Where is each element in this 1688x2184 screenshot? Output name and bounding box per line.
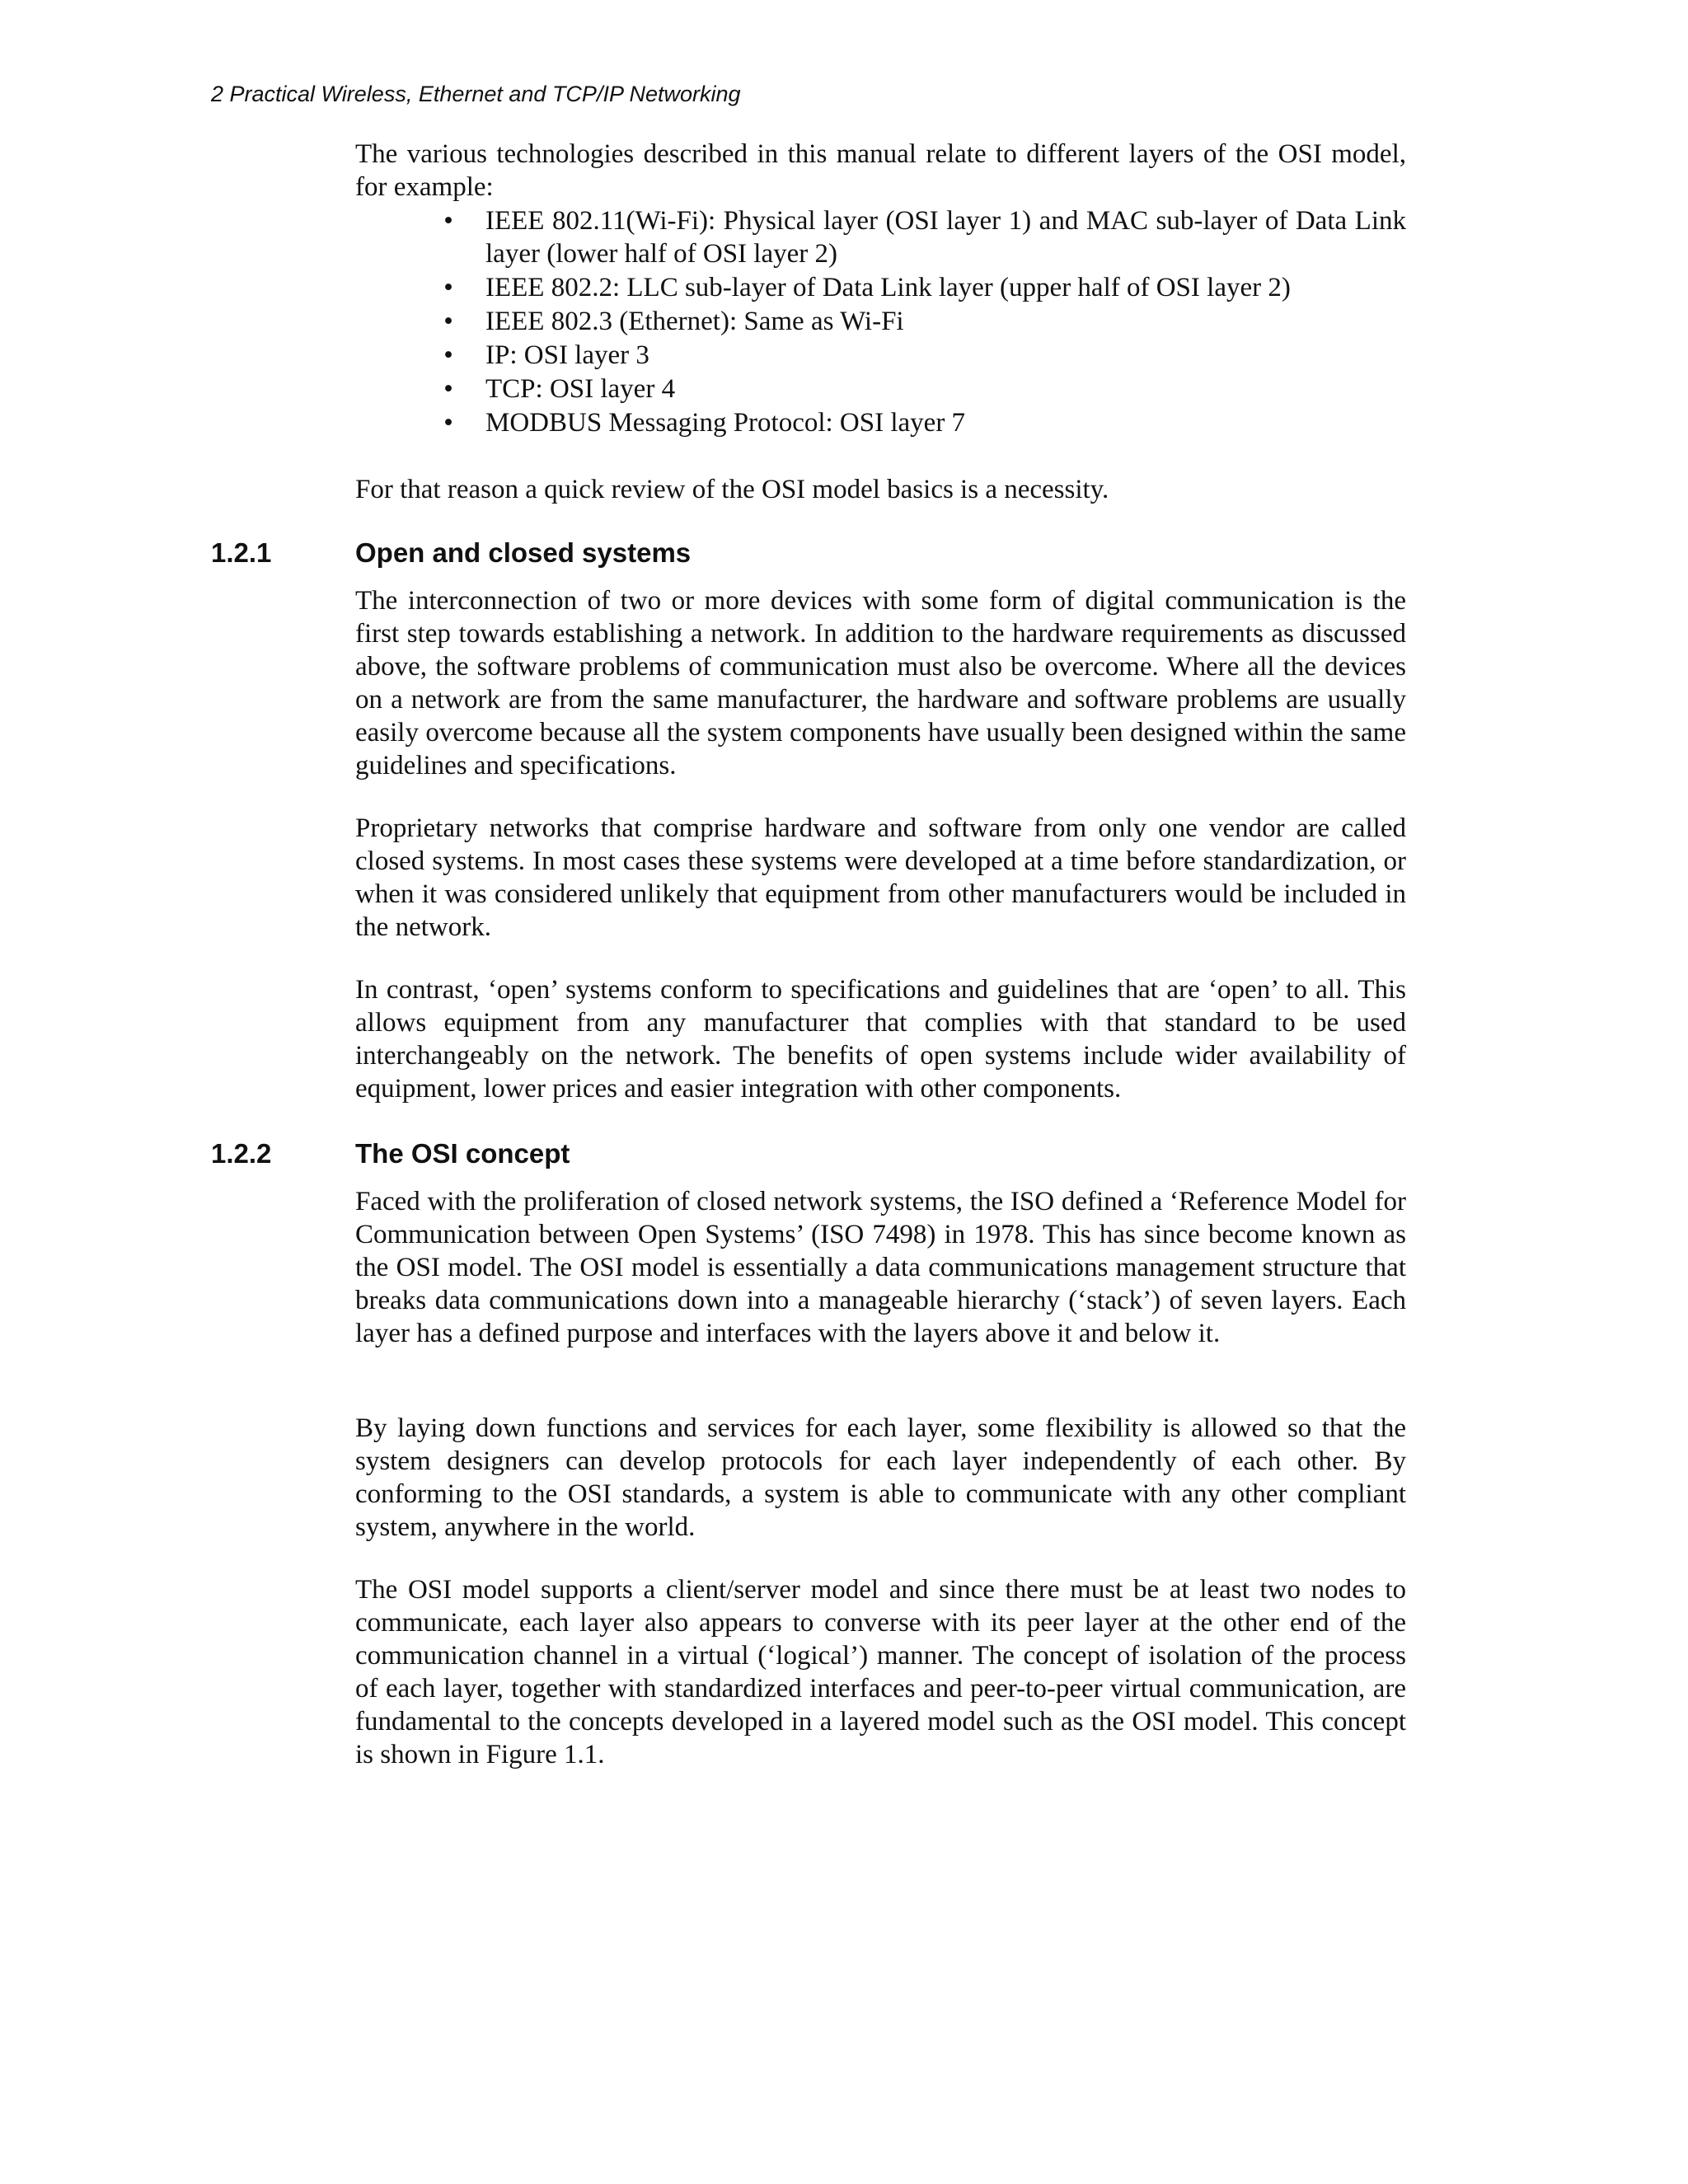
- section-number: 1.2.2: [211, 1138, 272, 1169]
- list-item-text: TCP: OSI layer 4: [485, 374, 676, 404]
- list-item-text: IEEE 802.11(Wi-Fi): Physical layer (OSI layer 1) and MAC sub-layer of Data Link layer (lower half of OSI layer 2): [485, 206, 1406, 269]
- section-paragraph: By laying down functions and services for each layer, some flexibility is allowed so that the system designers can develop protocols for each layer independently of each other. By conforming to the OSI standards, a system is able to communicate with any other compliant system, anywhere in the world.: [355, 1413, 1406, 1542]
- section-number: 1.2.1: [211, 537, 272, 568]
- section-paragraph: In contrast, ‘open’ systems conform to specifications and guidelines that are ‘open’ to all. This allows equipment from any manufacturer that complies with that standard to be used interchangeably on the network. The benefits of open systems include wider availability of equipment, lower prices and easier integration with other components.: [355, 975, 1406, 1104]
- osi-layer-list: [355, 204, 1406, 440]
- list-item: [355, 406, 1406, 439]
- section-paragraph: Faced with the proliferation of closed network systems, the ISO defined a ‘Reference Model for Communication between Open Systems’ (ISO 7498) in 1978. This has since become known as the OSI model. The OSI model is essentially a data communications management structure that breaks data communications down into a manageable hierarchy (‘stack’) of seven layers. Each layer has a defined purpose and interfaces with the layers above it and below it.: [355, 1187, 1406, 1348]
- list-item-text: MODBUS Messaging Protocol: OSI layer 7: [485, 408, 966, 438]
- bullet-icon: •: [443, 307, 453, 336]
- section-paragraph: The OSI model supports a client/server model and since there must be at least two nodes to communicate, each layer also appears to converse with its peer layer at the other end of the communication channel in a virtual (‘logical’) manner. The concept of isolation of the process of each layer, together with standardized interfaces and peer-to-peer virtual communication, are fundamental to the concepts developed in a layered model such as the OSI model. This concept is shown in Figure 1.1.: [355, 1575, 1406, 1769]
- section-paragraph: The interconnection of two or more devices with some form of digital communication is the first step towards establishing a network. In addition to the hardware requirements as discussed above, the software problems of communication must also be overcome. Where all the devices on a network are from the same manufacturer, the hardware and software problems are usually easily overcome because all the system components have usually been designed within the same guidelines and specifications.: [355, 586, 1406, 780]
- section-title: The OSI concept: [355, 1138, 570, 1169]
- section-paragraph: Proprietary networks that comprise hardware and software from only one vendor are called closed systems. In most cases these systems were developed at a time before standardization, or when it was considered unlikely that equipment from other manufacturers would be included in the network.: [355, 813, 1406, 942]
- bullet-icon: •: [443, 340, 453, 370]
- list-item-text: IEEE 802.3 (Ethernet): Same as Wi-Fi: [485, 307, 904, 336]
- list-item: [355, 373, 1406, 405]
- list-item-text: IP: OSI layer 3: [485, 340, 649, 370]
- list-item: [355, 204, 1406, 270]
- list-item: [355, 339, 1406, 372]
- section-title: Open and closed systems: [355, 537, 692, 568]
- bullet-icon: •: [443, 408, 453, 438]
- bullet-icon: •: [443, 273, 453, 302]
- list-item-text: IEEE 802.2: LLC sub-layer of Data Link layer (upper half of OSI layer 2): [485, 273, 1291, 302]
- bullet-icon: •: [443, 374, 453, 404]
- intro-paragraph: The various technologies described in this manual relate to different layers of the OSI model, for example:: [355, 139, 1406, 202]
- list-item: [355, 305, 1406, 338]
- list-item: [355, 271, 1406, 304]
- running-header: 2 Practical Wireless, Ethernet and TCP/IP Networking: [211, 82, 741, 106]
- intro-closing: For that reason a quick review of the OSI model basics is a necessity.: [355, 475, 1109, 504]
- bullet-icon: •: [443, 206, 453, 236]
